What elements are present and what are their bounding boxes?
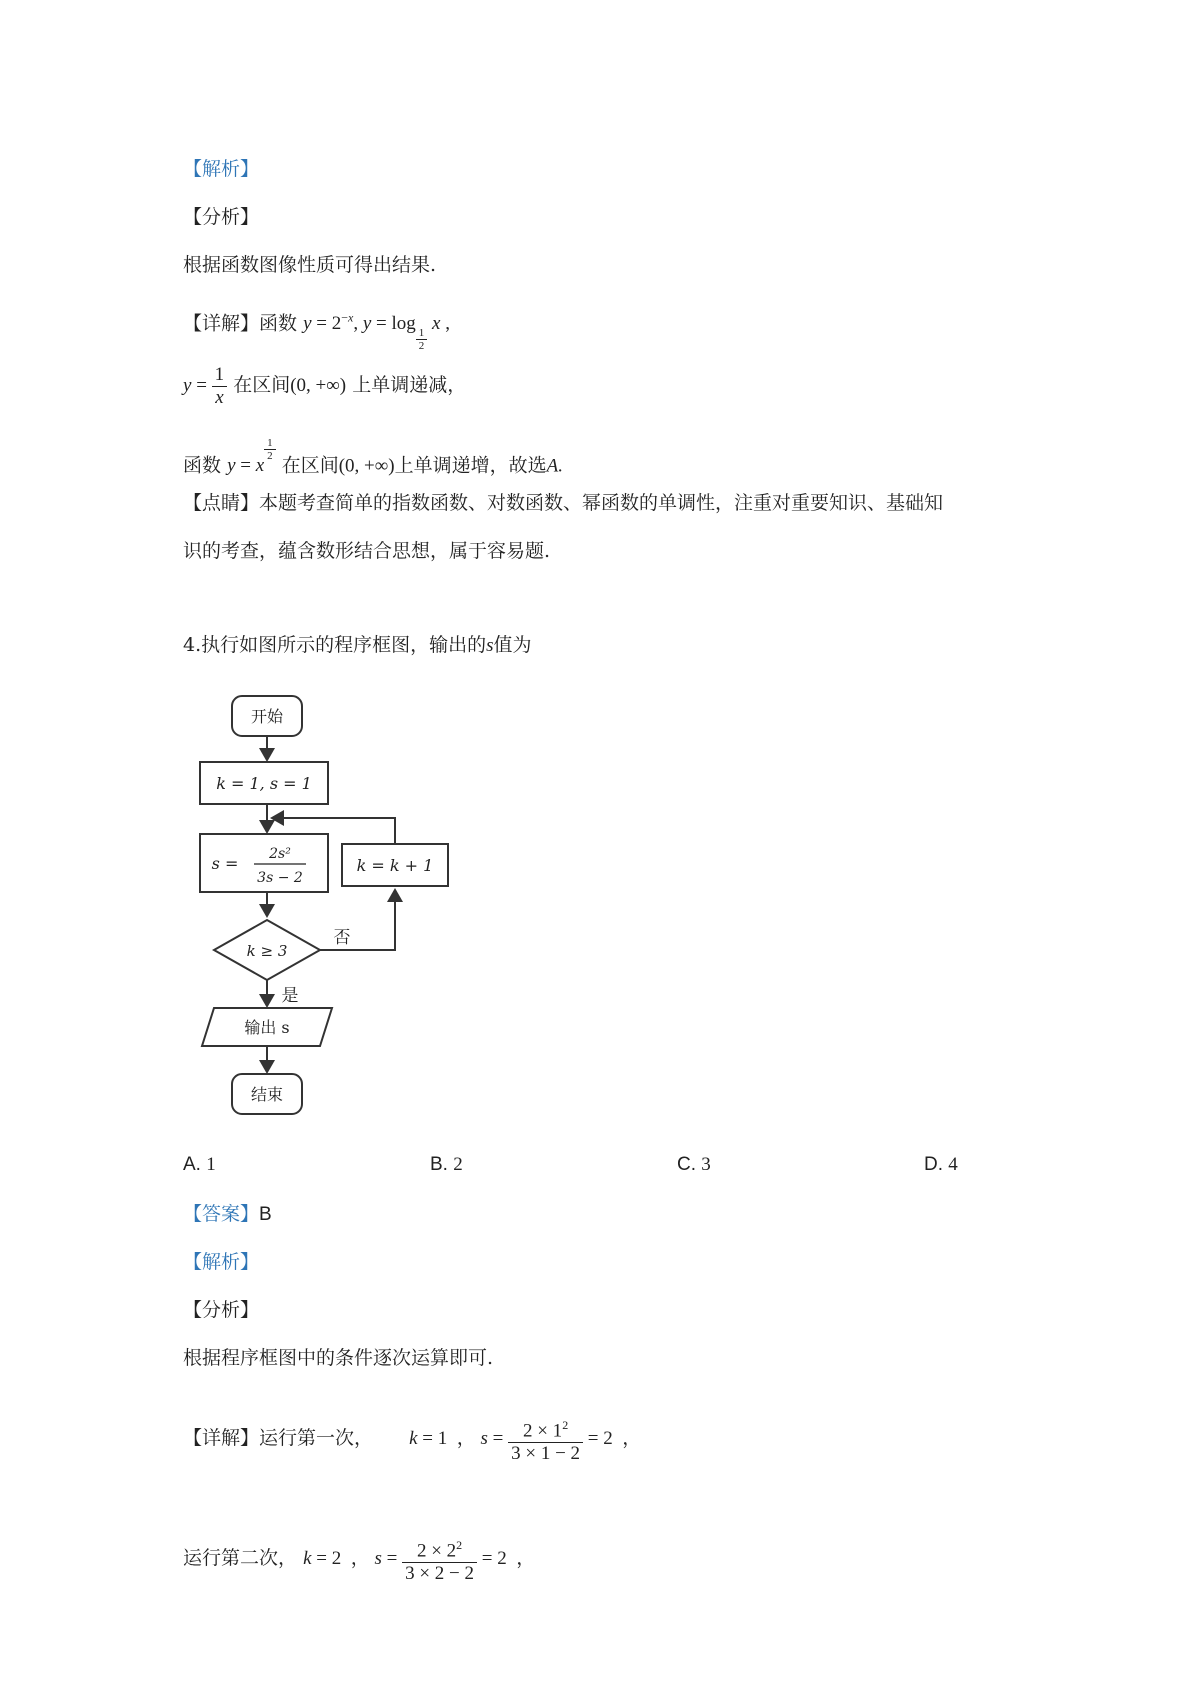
dianjing-label: 【点睛】 [183, 492, 260, 514]
option-a-value: 1 [206, 1154, 216, 1175]
answer-label: 【答案】 [183, 1203, 260, 1225]
run-1-text: 运行第一次， [259, 1427, 374, 1450]
interval-label: 在区间 [233, 373, 291, 396]
q4-fenxi-heading: 【分析】 [183, 1299, 260, 1321]
function-label: 函数 [183, 454, 222, 477]
option-c-letter: C. [677, 1154, 696, 1175]
output-label: 输出 s [244, 1018, 290, 1037]
end-label: 结束 [250, 1085, 284, 1104]
cond-label: k ≥ 3 [246, 942, 288, 960]
formula-reciprocal: y = $\frac{1}{x}$ [183, 375, 227, 396]
dianjing-text-1: 本题考查简单的指数函数、对数函数、幂函数的单调性，注重对重要知识、基础知 [259, 492, 944, 514]
s-eq-label: s = [211, 854, 239, 873]
run-2-line [183, 1534, 535, 1585]
formula-exp-log: $y = 2^{-x}$, y = log $_{\frac{1}{2}}$ x , [303, 311, 450, 352]
answer-value: B [259, 1204, 272, 1225]
q4-stem-var: s [486, 635, 494, 656]
interval-formula-2: (0, +∞) [338, 455, 395, 477]
option-d [924, 1154, 958, 1176]
run-1-line [183, 1414, 641, 1465]
jiexi-heading: 【解析】 [183, 158, 260, 180]
choice-a: A. [546, 455, 564, 477]
option-c [677, 1154, 711, 1176]
option-c-value: 3 [701, 1154, 711, 1175]
option-d-letter: D. [924, 1154, 943, 1175]
detail-label: 【详解】 [183, 312, 260, 335]
detail-line-1 [183, 306, 450, 352]
q4-stem-end: 值为 [493, 634, 532, 656]
init-label: k = 1, s = 1 [216, 774, 312, 793]
option-b-value: 2 [453, 1154, 463, 1175]
analysis-text: 根据函数图像性质可得出结果. [183, 254, 437, 276]
detail-text: 函数 [259, 312, 298, 335]
run-2-text: 运行第二次， [183, 1547, 298, 1570]
formula-power: y = x $^{\frac{1}{2}}$ [227, 455, 276, 476]
no-label: 否 [333, 928, 351, 948]
update-s-den: 3s − 2 [257, 870, 303, 886]
fenxi-heading: 【分析】 [183, 206, 260, 228]
program-flowchart [192, 688, 482, 1128]
inc-k-label: k = k + 1 [356, 856, 434, 875]
decreasing-text: 上单调递减， [352, 373, 467, 396]
increasing-text: 上单调递增，故选 [394, 454, 547, 477]
arrow-loop-back [272, 818, 395, 844]
run-1-formula: k = 1 ， s = $\frac{2 \times 1^2}{3 \times 1 - 2}$ = 2 ， [409, 1428, 641, 1449]
q4-stem [183, 633, 532, 658]
dianjing-line-2: 识的考查，蕴含数形结合思想，属于容易题. [183, 540, 551, 562]
option-a [183, 1154, 216, 1176]
dianjing-line-1 [183, 491, 943, 515]
option-b [430, 1154, 463, 1176]
option-d-value: 4 [948, 1154, 958, 1175]
update-s-num: 2s² [269, 846, 291, 862]
q4-detail-label: 【详解】 [183, 1427, 260, 1450]
yes-label: 是 [281, 986, 299, 1006]
option-b-letter: B. [430, 1154, 448, 1175]
detail-line-3 [183, 437, 563, 478]
answer-line [183, 1202, 272, 1227]
q4-jiexi-heading: 【解析】 [183, 1251, 260, 1273]
q4-analysis-text: 根据程序框图中的条件逐次运算即可. [183, 1347, 494, 1369]
arrow-no-branch [320, 890, 395, 950]
start-label: 开始 [250, 707, 284, 726]
detail-line-2 [183, 364, 466, 409]
interval-label-2: 在区间 [281, 454, 339, 477]
interval-formula: (0, +∞) [290, 374, 347, 396]
q4-stem-text: 4.执行如图所示的程序框图，输出的 [183, 634, 487, 656]
option-a-letter: A. [183, 1154, 201, 1175]
run-2-formula: k = 2 ， s = $\frac{2 \times 2^2}{3 \times 2 - 2}$ = 2 ， [303, 1548, 535, 1569]
